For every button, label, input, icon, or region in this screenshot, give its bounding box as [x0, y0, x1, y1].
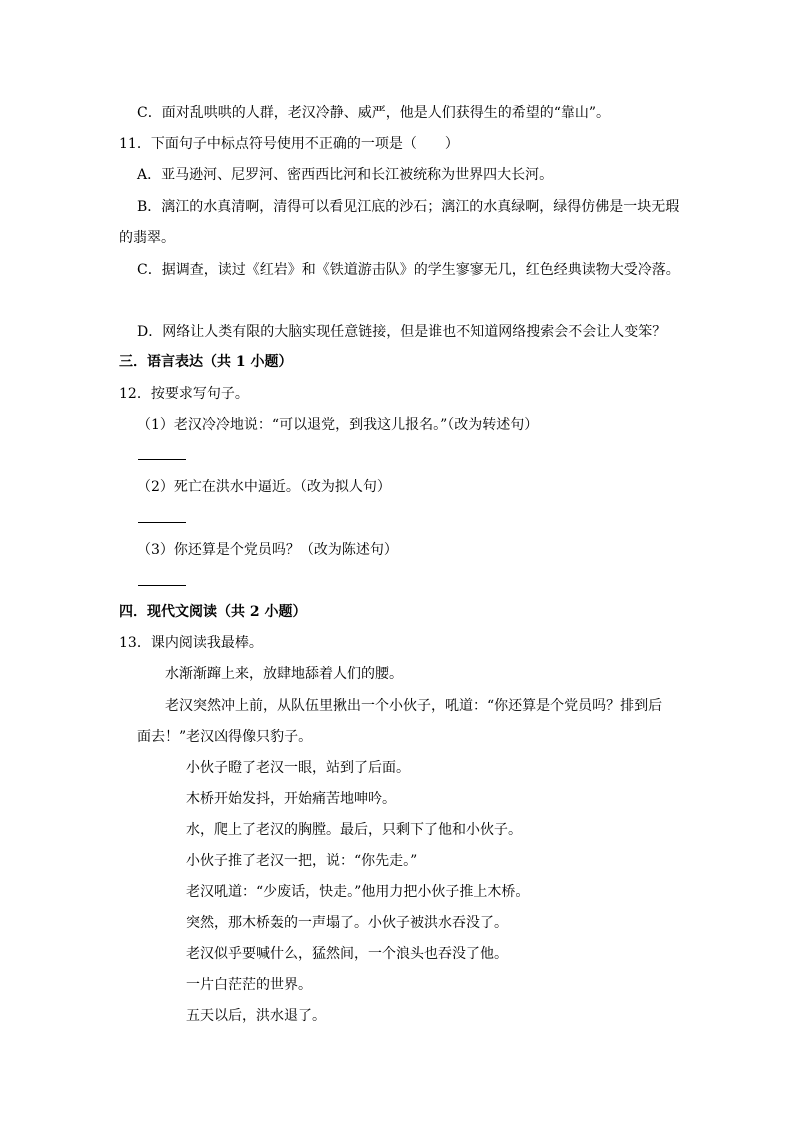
passage-paragraph: 老汉似乎要喊什么，猛然间，一个浪头也吞没了他。 [186, 946, 508, 962]
passage-paragraph: 一片白茫茫的世界。 [186, 977, 312, 993]
q11-option-b-line1: B．漓江的水真清啊，清得可以看见江底的沙石；漓江的水真绿啊，绿得仿佛是一块无瑕 [137, 199, 680, 215]
passage-paragraph: 木桥开始发抖，开始痛苦地呻吟。 [186, 791, 396, 807]
q12-answer-blank-2[interactable] [138, 522, 186, 523]
passage-paragraph: 老汉吼道：“少废话，快走。”他用力把小伙子推上木桥。 [186, 884, 530, 900]
q12-answer-blank-3[interactable] [138, 585, 186, 586]
q12-item-3: （3）你还算是个党员吗？（改为陈述句） [137, 542, 398, 558]
q11-option-c: C．据调查，读过《红岩》和《铁道游击队》的学生寥寥无几，红色经典读物大受冷落。 [137, 262, 680, 278]
q10-option-c: C．面对乱哄哄的人群，老汉冷静、威严，他是人们获得生的希望的“靠山”。 [137, 105, 611, 121]
q11-option-b-line2: 的翡翠。 [119, 230, 175, 246]
passage-paragraph: 面去！”老汉凶得像只豹子。 [137, 729, 313, 745]
q11-option-d: D．网络让人类有限的大脑实现任意链接，但是谁也不知道网络搜索会不会让人变笨？ [137, 324, 667, 340]
passage-paragraph: 突然，那木桥轰的一声塌了。小伙子被洪水吞没了。 [186, 915, 508, 931]
q12-stem: 12．按要求写句子。 [119, 386, 249, 402]
q12-item-1: （1）老汉冷冷地说：“可以退党，到我这儿报名。”（改为转述句） [137, 417, 539, 433]
passage-paragraph: 老汉突然冲上前，从队伍里揪出一个小伙子，吼道：“你还算是个党员吗？排到后 [165, 698, 663, 714]
section-4-heading: 四．现代文阅读（共 2 小题） [119, 604, 307, 620]
q12-answer-blank-1[interactable] [138, 459, 186, 460]
q13-stem: 13．课内阅读我最棒。 [119, 635, 263, 651]
q11-stem: 11．下面句子中标点符号使用不正确的一项是（ ） [119, 136, 459, 152]
passage-paragraph: 五天以后，洪水退了。 [186, 1008, 326, 1024]
section-3-heading: 三．语言表达（共 1 小题） [119, 354, 293, 370]
passage-paragraph: 水，爬上了老汉的胸膛。最后，只剩下了他和小伙子。 [186, 822, 522, 838]
q11-option-a: A．亚马逊河、尼罗河、密西西比河和长江被统称为世界四大长河。 [137, 167, 554, 183]
passage-paragraph: 小伙子推了老汉一把，说：“你先走。” [186, 853, 418, 869]
q12-item-2: （2）死亡在洪水中逼近。（改为拟人句） [137, 479, 391, 495]
passage-paragraph: 小伙子瞪了老汉一眼，站到了后面。 [186, 760, 410, 776]
passage-paragraph: 水渐渐蹿上来，放肆地舔着人们的腰。 [165, 666, 403, 682]
